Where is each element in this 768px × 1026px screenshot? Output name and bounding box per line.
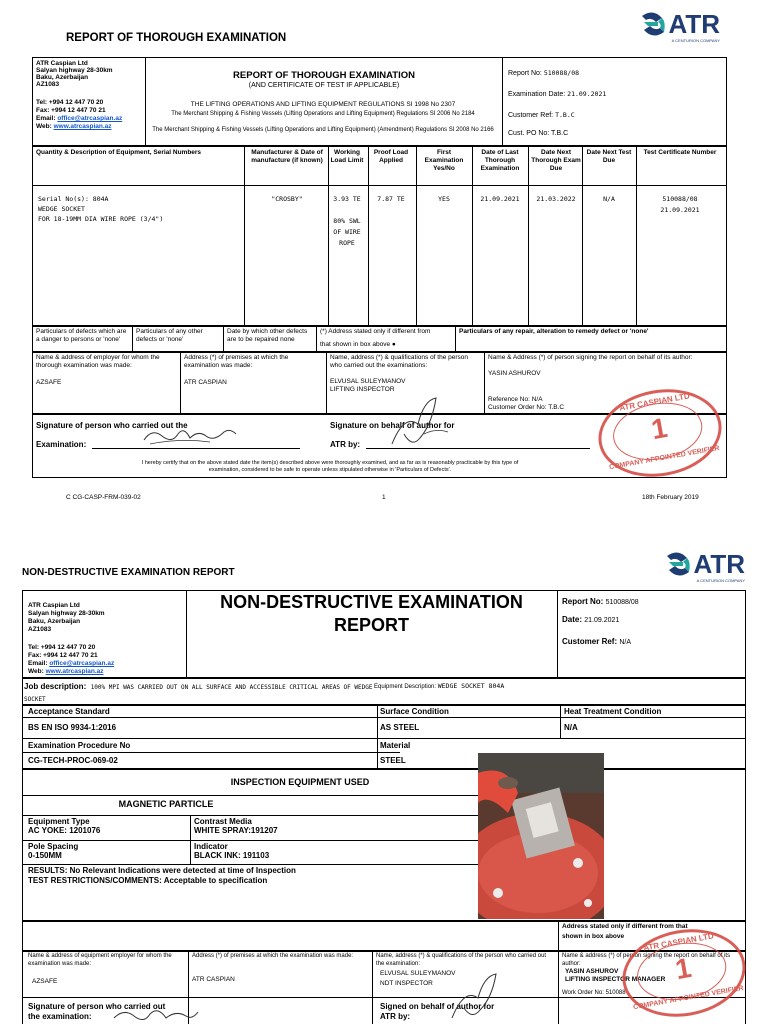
company-email-2: Email: office@atrcaspian.az — [28, 660, 115, 667]
contrast-label: Contrast Media — [194, 817, 252, 826]
col-cert-no: Test Certificate Number — [643, 149, 717, 156]
row-cert-no: 510088/08 — [662, 195, 698, 203]
examiner-label: Name, address (*) & qualifications of the person who carried out the examinations: — [330, 354, 469, 369]
premises-value: ATR CASPIAN — [184, 379, 227, 386]
table-column-divider — [472, 146, 473, 326]
results: RESULTS: No Relevant Indications were detected at time of Inspection — [28, 866, 296, 875]
row-desc-3: FOR 18-19MM DIA WIRE ROPE (3/4") — [38, 215, 164, 223]
nde-signer-name: YASIN ASHUROV — [565, 968, 619, 975]
row-desc-1: Serial No(s): 804A — [38, 195, 109, 203]
row-wll: 3.93 TE — [333, 195, 361, 203]
table-column-divider — [636, 146, 637, 326]
bullet-icon: ● — [391, 341, 396, 348]
address-note-line1: Address stated only if different from that — [562, 923, 688, 930]
examiner-name: ELVUSAL SULEYMANOV — [330, 378, 406, 385]
inspection-equipment-box — [22, 769, 746, 921]
nde-work-order: Work Order No: 510088 — [562, 990, 626, 996]
nde-sig-author: Signed on behalf of author for ATR by: — [380, 1002, 495, 1021]
sig-author-label: Signature on behalf of author for — [330, 421, 455, 430]
address-note-line2: shown in box above — [562, 933, 625, 940]
defects-date-label: Date by which other defects are to be repaired none — [227, 328, 308, 343]
premises-label: Address (*) of premises at which the examination was made: — [184, 354, 289, 369]
sig-person-label: Signature of person who carried out the — [36, 421, 188, 430]
email-link[interactable]: office@atrcaspian.az — [57, 115, 123, 122]
heat-value: N/A — [564, 723, 578, 732]
examiner-signature — [140, 420, 240, 450]
row-proof: 7.87 TE — [377, 195, 405, 203]
company-fax: Fax: +994 12 447 70 21 — [36, 107, 106, 114]
company-addr1: Salyan highway 28-30km — [36, 67, 113, 74]
row-manufacturer: "CROSBY" — [271, 195, 303, 203]
atr-logo-tagline: A CENTURION COMPANY — [671, 38, 720, 43]
page2-heading: NON-DESTRUCTIVE EXAMINATION REPORT — [22, 567, 235, 578]
company-web: Web: www.atrcaspian.az — [36, 123, 112, 130]
footer-page: 1 — [382, 494, 386, 501]
indicator-value: BLACK INK: 191103 — [194, 851, 270, 860]
col-manufacturer: Manufacturer & Date of manufacture (if known) — [251, 149, 323, 164]
employer-value: AZSAFE — [36, 379, 62, 386]
nde-examiner-signature — [110, 1002, 200, 1024]
row-cert-date: 21.09.2021 — [660, 206, 700, 214]
method: MAGNETIC PARTICLE — [118, 799, 214, 809]
author-signature — [384, 394, 454, 454]
reference-no: Reference No: N/A — [488, 396, 543, 403]
report-title: REPORT OF THOROUGH EXAMINATION — [233, 70, 415, 81]
customer-order-no: Customer Order No: T.B.C — [488, 404, 565, 411]
signer-value: YASIN ASHUROV — [488, 370, 541, 377]
nde-premises-value: ATR CASPIAN — [192, 976, 235, 983]
company-addr3-2: AZ1083 — [28, 626, 52, 633]
table-column-divider — [244, 146, 245, 326]
nde-title-1: NON-DESTRUCTIVE EXAMINATION — [220, 592, 523, 612]
nde-employer-value: AZSAFE — [32, 978, 58, 985]
company-addr1-2: Salyan highway 28-30km — [28, 610, 105, 617]
footer-date: 18th February 2019 — [642, 494, 699, 501]
sig-atr-label: ATR by: — [330, 440, 361, 449]
nde-premises-label: Address (*) of premises at which the examination was made: — [192, 953, 354, 959]
equipment-table — [32, 146, 727, 326]
company-name: ATR Caspian Ltd — [36, 60, 88, 67]
page1-heading: REPORT OF THOROUGH EXAMINATION — [66, 32, 287, 44]
row-next-exam: 21.03.2022 — [536, 195, 576, 203]
nde-examiner-name: ELVUSAL SULEYMANOV — [380, 970, 456, 977]
row-first-exam: YES — [438, 195, 450, 203]
atr-logo-name-2: ATR — [693, 549, 745, 579]
examiner-title: LIFTING INSPECTOR — [330, 386, 395, 393]
procedure-label: Examination Procedure No — [28, 741, 131, 750]
col-next-exam: Date Next Thorough Exam Due — [531, 149, 581, 172]
sig-exam-label: Examination: — [36, 440, 87, 449]
pole-value: 0-150MM — [28, 851, 62, 860]
col-next-test: Date Next Test Due — [586, 149, 632, 164]
atr-logo-2 — [645, 550, 745, 583]
company-addr2-2: Baku, Azerbaijan — [28, 618, 81, 625]
company-tel-2: Tel: +994 12 447 70 20 — [28, 644, 96, 651]
report-no: Report No: 510088/08 — [508, 69, 580, 77]
email-link-2[interactable]: office@atrcaspian.az — [49, 660, 115, 667]
company-fax-2: Fax: +994 12 447 70 21 — [28, 652, 98, 659]
regulation-3: The Merchant Shipping & Fishing Vessels (Lifting Operations and Lifting Equipment) (Amendment) Regulations SI 2008 No 2166 — [152, 127, 494, 133]
atr-logo-name: ATR — [668, 9, 720, 39]
nde-report-no: Report No: 510088/08 — [562, 597, 639, 606]
contrast-value: WHITE SPRAY:191207 — [194, 826, 278, 835]
atr-logo-icon-2 — [663, 550, 693, 578]
atr-logo — [620, 10, 720, 43]
nde-examiner-label: Name, address (*) & qualifications of the person who carried out the examination: — [376, 953, 547, 967]
address-note: (*) Address stated only if different from — [320, 328, 431, 335]
nde-date: Date: 21.09.2021 — [562, 615, 620, 624]
web-link[interactable]: www.atrcaspian.az — [53, 123, 112, 130]
company-tel: Tel: +994 12 447 70 20 — [36, 99, 104, 106]
web-link-2[interactable]: www.atrcaspian.az — [45, 668, 104, 675]
acceptance-value: BS EN ISO 9934-1:2016 — [28, 723, 117, 732]
address-note-2: that shown in box above ● — [320, 341, 396, 348]
job-description: Job description: 100% MPI WAS CARRIED OUT ON ALL SURFACE AND ACCESSIBLE CRITICAL AREAS OF WEDGE SOCKET — [24, 682, 373, 703]
customer-ref: Customer Ref: T.B.C — [508, 111, 575, 119]
footer-form: C CG-CASP-FRM-039-02 — [66, 494, 141, 501]
acceptance-label: Acceptance Standard — [28, 707, 110, 716]
equip-type-label: Equipment Type — [28, 817, 90, 826]
atr-logo-icon — [638, 10, 668, 38]
nde-customer-ref: Customer Ref: N/A — [562, 637, 632, 646]
col-description: Quantity & Description of Equipment, Serial Numbers — [36, 149, 202, 156]
row-last-exam: 21.09.2021 — [480, 195, 520, 203]
signer-label: Name & Address (*) of person signing the report on behalf of its author: — [488, 354, 693, 361]
nde-title-2: REPORT — [333, 615, 409, 635]
surface-value: AS STEEL — [380, 723, 420, 732]
company-stamp-2: ATR CASPIAN LTD 1 COMPANY APPOINTED VERIFIER — [615, 920, 752, 1026]
restrictions: TEST RESTRICTIONS/COMMENTS: Acceptable to specification — [28, 876, 268, 885]
col-wll: Working Load Limit — [330, 149, 364, 164]
surface-label: Surface Condition — [380, 707, 449, 716]
col-proof: Proof Load Applied — [373, 149, 409, 164]
company-email: Email: office@atrcaspian.az — [36, 115, 123, 122]
row-wll-note-3: ROPE — [339, 239, 355, 247]
company-stamp: ATR CASPIAN LTD 1 COMPANY APPOINTED VERIFIER — [591, 380, 728, 486]
company-name-2: ATR Caspian Ltd — [28, 602, 80, 609]
nde-employer-label: Name & address of equipment employer for whom the examination was made: — [28, 953, 172, 967]
atr-logo-tagline-2: A CENTURION COMPANY — [696, 578, 745, 583]
row-next-test: N/A — [603, 195, 615, 203]
nde-signer-title: LIFTING INSPECTOR MANAGER — [565, 976, 666, 983]
row-wll-note-1: 80% SWL — [333, 217, 361, 225]
equip-type-value: AC YOKE: 1201076 — [28, 826, 101, 835]
pole-label: Pole Spacing — [28, 842, 79, 851]
col-last-exam: Date of Last Thorough Examination — [480, 149, 520, 172]
nde-signer-label: Name & address (*) of person signing the report on behalf of its author: — [562, 953, 731, 967]
table-column-divider — [416, 146, 417, 326]
heat-label: Heat Treatment Condition — [564, 707, 662, 716]
nde-author-signature — [446, 970, 516, 1024]
table-column-divider — [528, 146, 529, 326]
regulation-1: THE LIFTING OPERATIONS AND LIFTING EQUIPMENT REGULATIONS SI 1998 No 2307 — [190, 101, 456, 108]
cust-po: Cust. PO No: T.B.C — [508, 130, 569, 137]
exam-date: Examination Date: 21.09.2021 — [508, 90, 607, 98]
nde-sig-person: Signature of person who carried out the examination: — [28, 1002, 166, 1021]
company-addr2: Baku, Azerbaijan — [36, 74, 89, 81]
defects-other-label: Particulars of any other defects or 'none' — [136, 328, 203, 343]
procedure-value: CG-TECH-PROC-069-02 — [28, 756, 118, 765]
inspection-photo — [478, 753, 604, 919]
table-column-divider — [582, 146, 583, 326]
inspection-equipment-title: INSPECTION EQUIPMENT USED — [230, 777, 370, 787]
certify-text: I hereby certify that on the above stated date the item(s) described above were thoroughly examined, and as far as is reasonably practicable by this type of examination, considered to be safe to operate unless stipulated otherwise in 'Particulars of Defects'. — [141, 460, 519, 473]
material-label: Material — [380, 741, 411, 750]
repair-note: Particulars of any repair, alteration to remedy defect or 'none' — [459, 328, 649, 335]
report-subtitle: (AND CERTIFICATE OF TEST IF APPLICABLE) — [248, 82, 400, 89]
row-desc-2: WEDGE SOCKET — [38, 205, 85, 213]
equipment-description: Equipment Description: WEDGE SOCKET 804A — [374, 682, 505, 690]
nde-examiner-title: NDT INSPECTOR — [380, 980, 433, 987]
defects-danger-label: Particulars of defects which are a danger to persons or 'none' — [36, 328, 127, 343]
employer-label: Name & address of employer for whom the thorough examination was made: — [36, 354, 160, 369]
indicator-label: Indicator — [194, 842, 228, 851]
company-addr3: AZ1083 — [36, 81, 60, 88]
regulation-2: The Merchant Shipping & Fishing Vessels (Lifting Operations and Lifting Equipment) Regulations SI 2006 No 2184 — [171, 111, 475, 117]
row-wll-note-2: OF WIRE — [333, 228, 361, 236]
col-first-exam: First Examination Yes/No — [424, 149, 464, 172]
material-value: STEEL — [380, 756, 406, 765]
table-column-divider — [368, 146, 369, 326]
company-web-2: Web: www.atrcaspian.az — [28, 668, 104, 675]
